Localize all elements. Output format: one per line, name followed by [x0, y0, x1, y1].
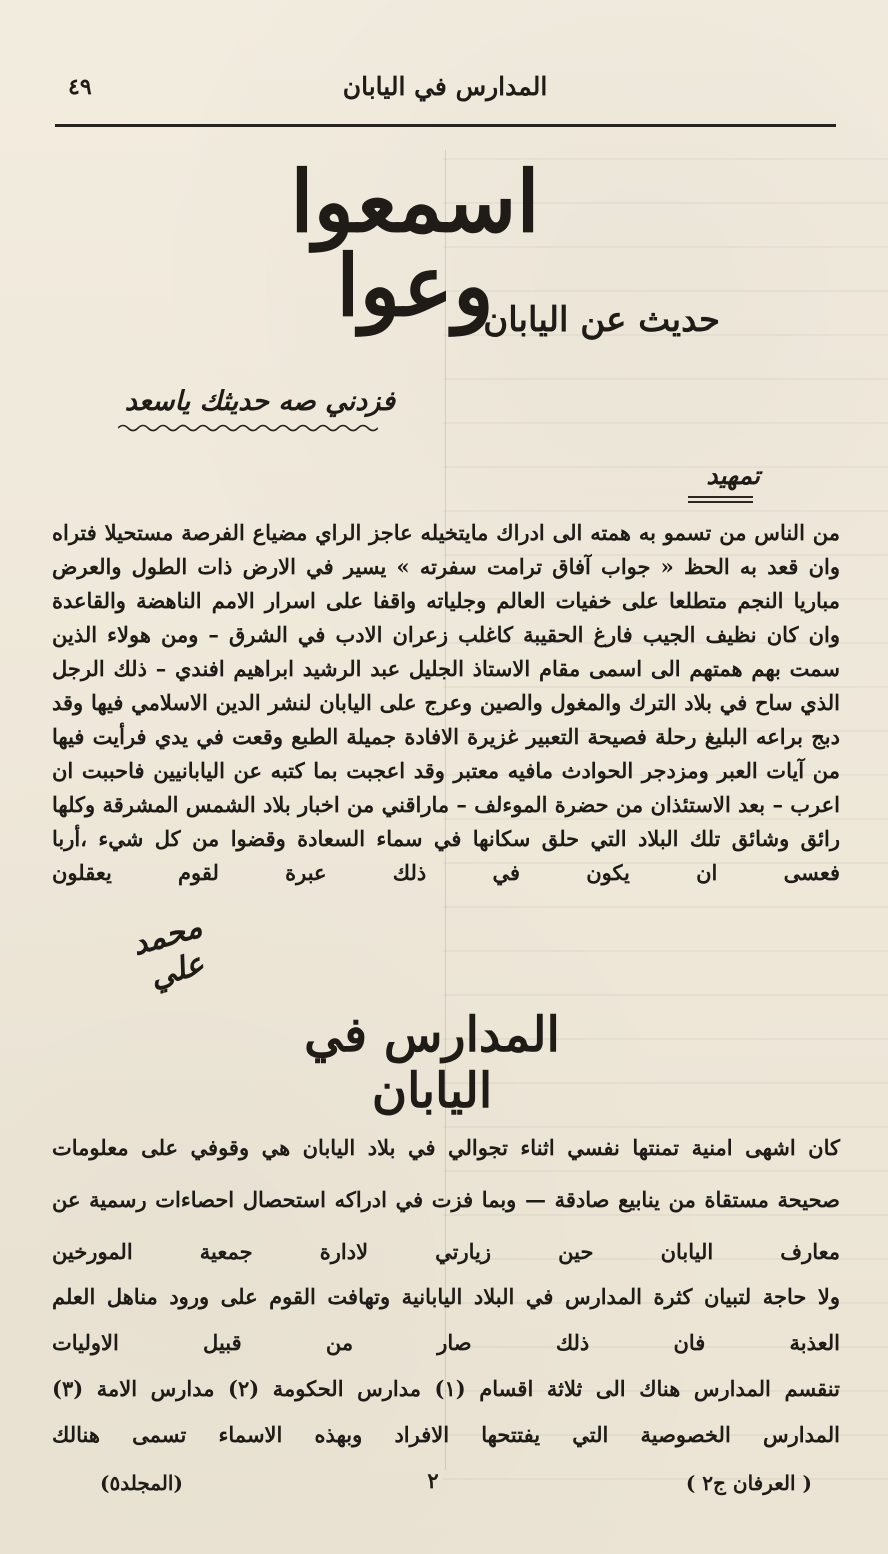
- article-main-title: اسمعوا وعوا: [290, 152, 540, 335]
- handwritten-signature: محمد علي: [128, 908, 209, 996]
- article-byline: فزدني صه حديثك ياسعد: [124, 386, 395, 417]
- section-heading-underline: [688, 496, 753, 498]
- article-subtitle: حديث عن اليابان: [483, 300, 720, 340]
- section-heading-underline: [688, 501, 753, 503]
- byline-wave-underline: [118, 423, 378, 433]
- footer-journal-label: ( العرفان ج٢ ): [685, 1471, 812, 1495]
- footer-issue-number: ٢: [427, 1468, 439, 1493]
- section-title: المدارس في اليابان: [304, 1007, 560, 1119]
- running-header-title: المدارس في اليابان: [342, 72, 548, 101]
- intro-section-heading: تمهيد: [706, 461, 760, 490]
- body-paragraph: ولا حاجة لتبيان كثرة المدارس في البلاد اليابانية وتهافت القوم على ورود مناهل العلم العذبة فان ذلك صار من قبيل الاوليات: [52, 1284, 841, 1355]
- intro-paragraph: من الناس من تسمو به همته الى ادراك مايتخيله عاجز الراي مضياع الفرصة مستحيلا فتراه وان قعد به الحظ « جواب آفاق ترامت سفرته » يسير في الارض ذات الطول والعرض مباريا النجم متطلعا على خفيات العالم وجلياته واقفا على اسرار الامم الناهضة والقاعدة وان كان نظيف الجيب فارغ الحقيبة كاغلب زعران الادب في الشرق – ومن هولاء الذين سمت بهم همتهم الى اسمى مقام الاستاذ الجليل عبد الرشيد ابراهيم افندي – ذلك الرجل الذي ساح في بلاد الترك والمغول والصين وعرج على اليابان لنشر الدين الاسلامي فيها وقد دبج براعه البليغ رحلة فصيحة التعبير غزيرة الافادة جميلة الطبع وقعت في يدي فرأيت فيها من آيات العبر ومزدجر الحوادث مافيه معتبر وقد اعجبت بما كتبه عن اليابانيين فاحببت ان اعرب – بعد الاستئذان من حضرة الموءلف – ماراقني من اخبار بلاد الشمس المشرقة وكلها رائق وشائق تلك البلاد التي حلق سكانها في سماء السعادة وقضوا من كل شيء ،أربا فعسى ان يكون في ذلك عبرة لقوم يعقلون: [52, 520, 840, 885]
- body-paragraph: كان اشهى امنية تمنتها نفسي اثناء تجوالي في بلاد اليابان هي وقوفي على معلومات صحيحة مستقاة من ينابيع صادقة — وبما فزت في ادراكه استحصال احصاءات رسمية عن معارف اليابان حين زيارتي لادارة جمعية المورخين: [52, 1135, 840, 1264]
- body-paragraph: تنقسم المدارس هناك الى ثلاثة اقسام (١) مدارس الحكومة (٢) مدارس الامة (٣) المدارس الخصوصية التي يفتتحها الافراد وبهذه الاسماء تسمى هنالك: [52, 1376, 840, 1447]
- footer-volume-label: (المجلد٥): [100, 1471, 183, 1495]
- page-number: ٤٩: [68, 74, 92, 100]
- header-rule: [55, 124, 836, 127]
